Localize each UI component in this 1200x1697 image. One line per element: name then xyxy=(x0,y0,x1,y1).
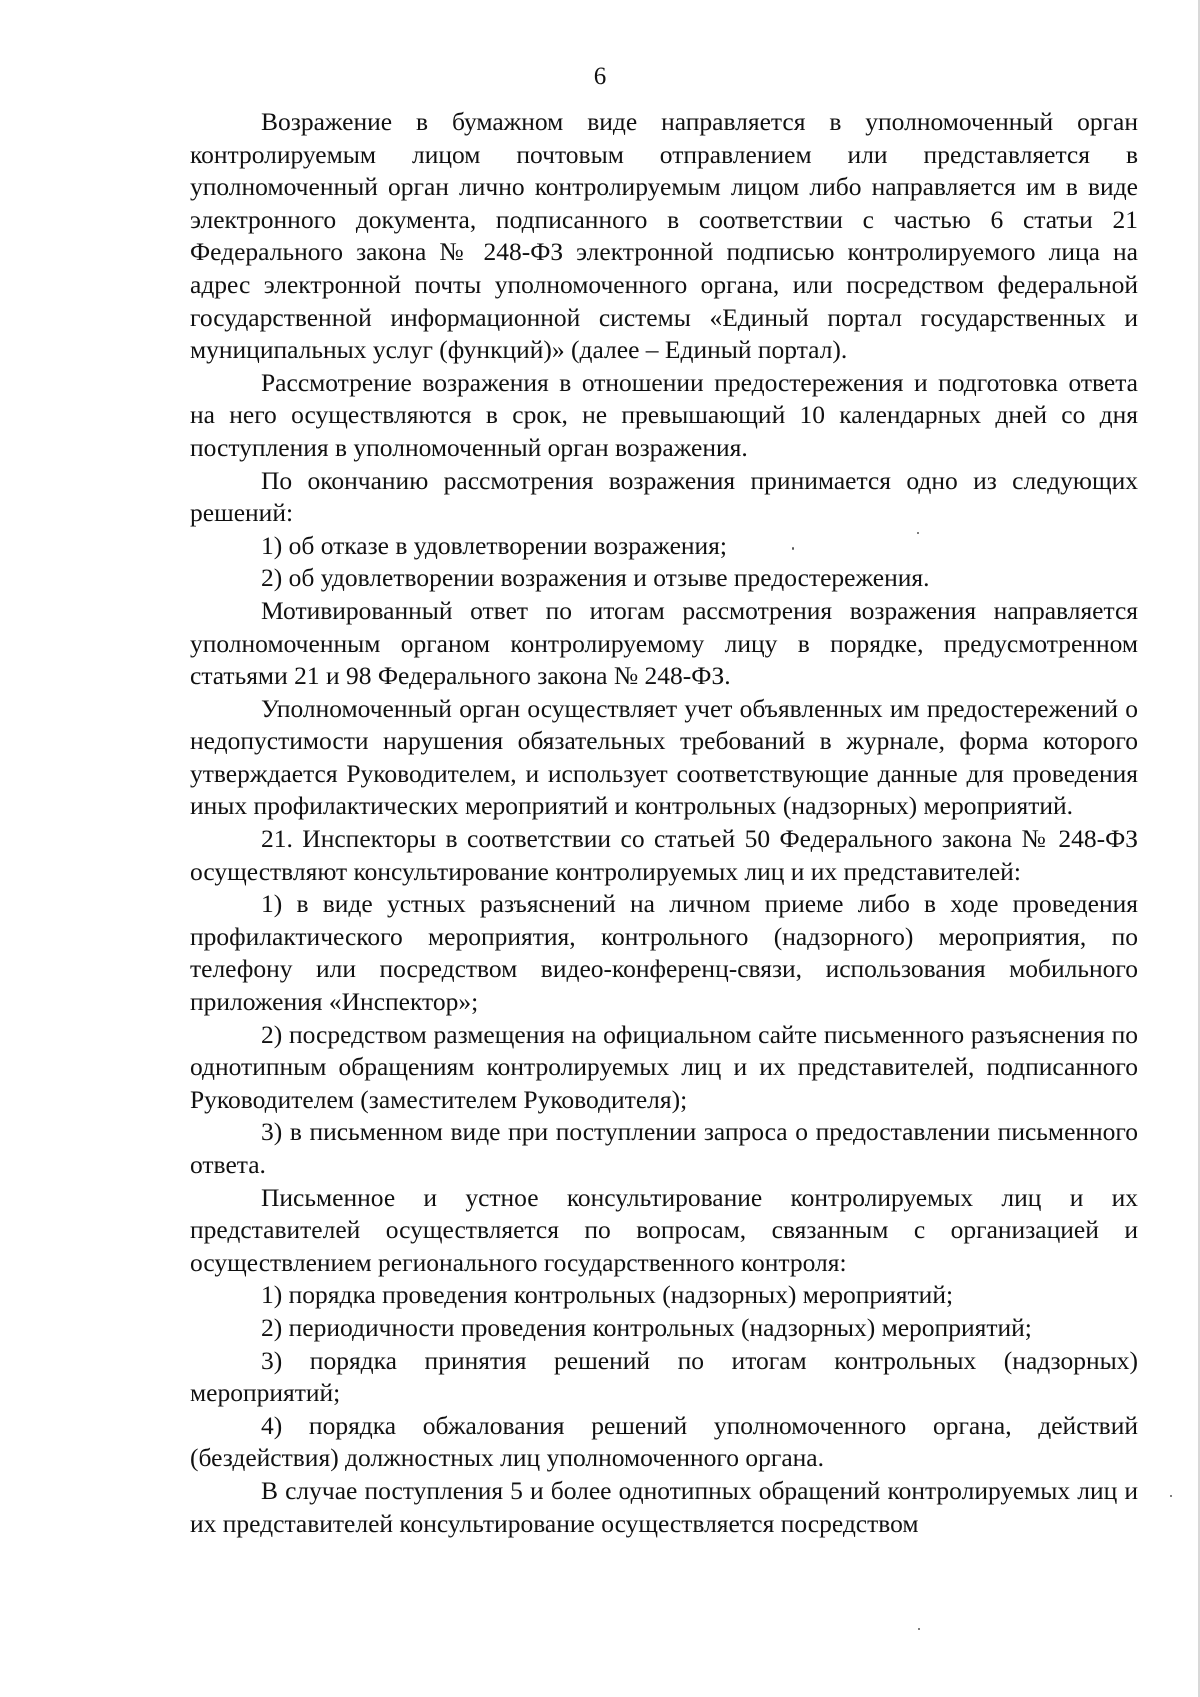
list-item-topic-decisions: 3) порядка принятия решений по итогам контрольных (надзорных) мероприятий; xyxy=(190,1345,1138,1408)
page-number: 6 xyxy=(593,63,607,90)
paragraph-review-decisions-intro: По окончанию рассмотрения возражения принимается одно из следующих решений: xyxy=(190,465,1138,528)
list-item-consulting-written: 3) в письменном виде при поступлении запроса о предоставлении письменного ответа. xyxy=(190,1117,1138,1179)
scan-speck xyxy=(792,547,794,550)
list-item-topic-procedure: 1) порядка проведения контрольных (надзорных) мероприятий; xyxy=(261,1280,954,1310)
paragraph-section-21-consulting: 21. Инспекторы в соответствии со статьей 50 Федерального закона № 248-ФЗ осуществляют консультирование контролируемых лиц и их представителей: xyxy=(190,824,1138,886)
paragraph-warnings-journal: Уполномоченный орган осуществляет учет объявленных им предостережений о недопустимости нарушения обязательных требований в журнале, форма которого утверждается Руководителем, и использует соответствующие данные для проведения иных профилактических мероприятий и контрольных (надзорных) мероприятий. xyxy=(190,693,1138,821)
paragraph-consulting-topics-intro: Письменное и устное консультирование контролируемых лиц и их представителей осуществляется по вопросам, связанным с организацией и осуществлением регионального государственного контроля: xyxy=(190,1182,1138,1277)
scan-speck xyxy=(918,1628,920,1630)
list-item-consulting-website: 2) посредством размещения на официальном сайте письменного разъяснения по однотипным обращениям контролируемых лиц и их представителей, подписанного Руководителем (заместителем Руководителя); xyxy=(190,1019,1138,1114)
list-item-topic-appeal: 4) порядка обжалования решений уполномоченного органа, действий (бездействия) должностных лиц уполномоченного органа. xyxy=(190,1410,1138,1473)
scan-speck xyxy=(917,532,919,534)
paragraph-objection-paper-form: Возражение в бумажном виде направляется в уполномоченный орган контролируемым лицом почтовым отправлением или представляется в уполномоченный орган лично контролируемым лицом либо направляется им в виде электронного документа, подписанного в соответствии с частью 6 статьи 21 Федерального закона № 248-ФЗ электронной подписью контролируемого лица на адрес электронной почты уполномоченного органа, или посредством федеральной государственной информационной системы «Единый портал государственных и муниципальных услуг (функций)» (далее – Единый портал). xyxy=(190,107,1138,365)
list-item-decision-satisfaction: 2) об удовлетворении возражения и отзыве предостережения. xyxy=(261,563,930,593)
scan-speck xyxy=(1170,1495,1172,1497)
list-item-topic-periodicity: 2) периодичности проведения контрольных (надзорных) мероприятий; xyxy=(261,1312,1032,1342)
paragraph-objection-review-term: Рассмотрение возражения в отношении предостережения и подготовка ответа на него осуществляются в срок, не превышающий 10 календарных дней со дня поступления в уполномоченный орган возражения. xyxy=(190,367,1138,462)
list-item-decision-refusal: 1) об отказе в удовлетворении возражения; xyxy=(261,530,727,560)
list-item-consulting-oral: 1) в виде устных разъяснений на личном приеме либо в ходе проведения профилактического мероприятия, контрольного (надзорного) мероприятия, по телефону или посредством видео-конференц-связи, использования мобильного приложения «Инспектор»; xyxy=(190,889,1138,1017)
document-body xyxy=(190,106,1138,1540)
paragraph-similar-requests: В случае поступления 5 и более однотипных обращений контролируемых лиц и их представителей консультирование осуществляется посредством xyxy=(190,1475,1138,1538)
paragraph-motivated-response: Мотивированный ответ по итогам рассмотрения возражения направляется уполномоченным органом контролируемому лицу в порядке, предусмотренном статьями 21 и 98 Федерального закона № 248-ФЗ. xyxy=(190,595,1138,691)
